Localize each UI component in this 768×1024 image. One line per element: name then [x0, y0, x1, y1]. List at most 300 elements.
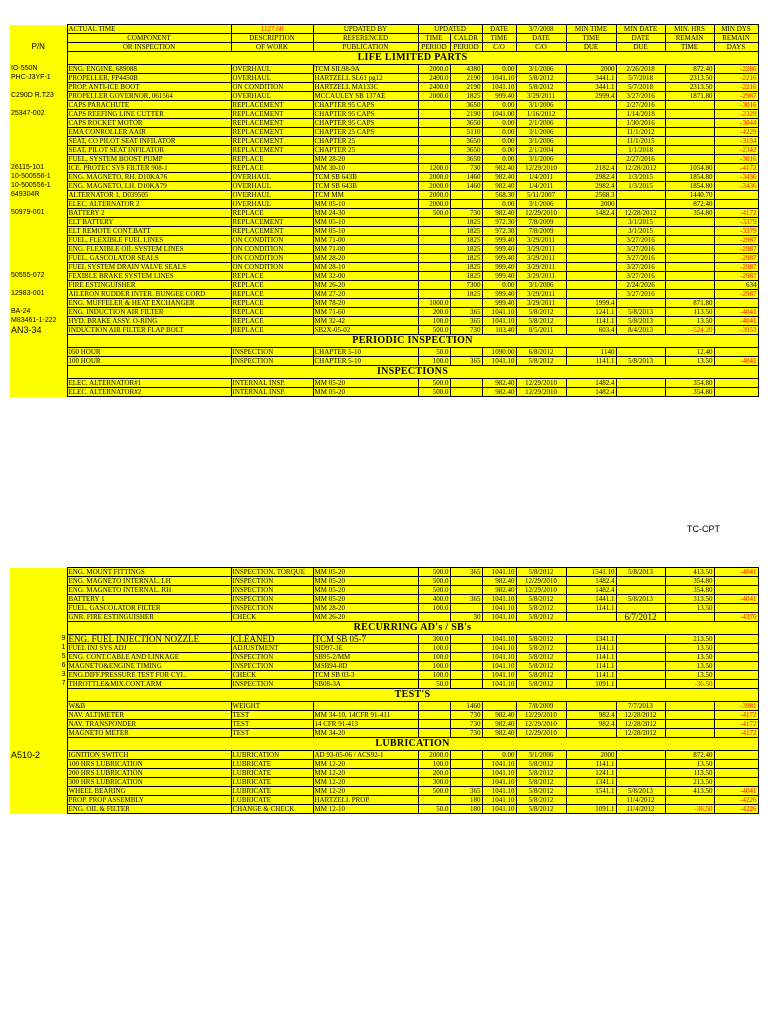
time-period-cell: [418, 227, 450, 236]
date-due-cell: 11/4/2012: [616, 805, 665, 814]
table-row: [10, 653, 758, 662]
remain-days-cell: -2987: [714, 92, 758, 101]
table-row: [10, 290, 758, 299]
min-time-label: MIN TIME: [566, 25, 616, 34]
remain-days-cell: [714, 586, 758, 595]
publication-cell: MM 34-10, 14CFR 91-411: [313, 711, 418, 720]
date-due-cell: 3/27/2016: [616, 272, 665, 281]
date-due-cell: 1/1/2018: [616, 146, 665, 155]
caldr-period-cell: 365: [450, 317, 482, 326]
caldr-period-cell: [450, 635, 482, 644]
publication-cell: CHAPTER 25: [313, 146, 418, 155]
remain-days-cell: -4172: [714, 164, 758, 173]
tests-section: [10, 689, 758, 738]
date-co-cell: 5/8/2012: [516, 787, 566, 796]
part-number-cell: [10, 245, 67, 254]
days-header: DAYS: [714, 43, 758, 52]
date-due-cell: 3/27/2016: [616, 236, 665, 245]
time-co-cell: 982.40: [482, 173, 516, 182]
date-co-cell: 7/8/2009: [516, 218, 566, 227]
remain-time-cell: [665, 254, 714, 263]
time-co-cell: 1041.10: [482, 604, 516, 613]
part-number-cell: [10, 711, 67, 720]
table-row: [10, 173, 758, 182]
publication-cell: MM 34-20: [313, 729, 418, 738]
caldr-period-cell: [450, 604, 482, 613]
table-row: [10, 702, 758, 711]
date-due-cell: 3/27/2016: [616, 92, 665, 101]
date-due-cell: 3/1/2015: [616, 218, 665, 227]
date-co-cell: 5/8/2012: [516, 83, 566, 92]
remain-days-cell: -2987: [714, 263, 758, 272]
component-cell: ENG.DIFF.PRESSURE TEST FOR CYL.: [67, 671, 231, 680]
part-number-cell: 9: [10, 635, 67, 644]
time-co-cell: 1041.10: [482, 317, 516, 326]
time-period-cell: [418, 702, 450, 711]
pn-cell: [10, 738, 67, 751]
component-cell: ENG. MUFFELER & HEAT EXCHANGER: [67, 299, 231, 308]
caldr-period-cell: 5110: [450, 128, 482, 137]
time-due-cell: 1482.4: [566, 388, 616, 397]
caldr-period-cell: 3650: [450, 119, 482, 128]
time-co-cell: 1041.10: [482, 568, 516, 577]
remain-days-cell: [714, 299, 758, 308]
date-co-cell: 5/8/2012: [516, 653, 566, 662]
time-due-cell: [566, 119, 616, 128]
description-cell: REPLACEMENT: [231, 218, 313, 227]
time-period-cell: 100.0: [418, 662, 450, 671]
caldr-period-header: CALDR: [450, 34, 482, 43]
time-period-cell: [418, 245, 450, 254]
time-period-cell: [418, 290, 450, 299]
remain-days-cell: -4229: [714, 128, 758, 137]
component-cell: ENG. OIL & FILTER: [67, 805, 231, 814]
time-co-cell: 1041.10: [482, 308, 516, 317]
time-period-cell: 50.0: [418, 805, 450, 814]
remain-days-cell: -2342: [714, 146, 758, 155]
remain-days-cell: -4041: [714, 357, 758, 366]
time-co-cell: 0.00: [482, 119, 516, 128]
time-period-cell: [418, 720, 450, 729]
date-due-cell: [616, 604, 665, 613]
co-header: C/O: [516, 43, 566, 52]
date-due-header: DATE: [616, 34, 665, 43]
time-co-header: TIME: [482, 34, 516, 43]
caldr-period-cell: 2190: [450, 83, 482, 92]
caldr-period-cell: 1825: [450, 92, 482, 101]
remain-days-cell: -4041: [714, 317, 758, 326]
remain-time-cell: 12.40: [665, 348, 714, 357]
remain-days-cell: -2987: [714, 254, 758, 263]
time-co-cell: 0.00: [482, 200, 516, 209]
actual-time-value: 1127.60: [231, 25, 313, 34]
component-cell: ENG. ENGINE, 689088: [67, 65, 231, 74]
table-row: [10, 568, 758, 577]
time-co-cell: 982.40: [482, 379, 516, 388]
description-cell: CHANGE & CHECK: [231, 805, 313, 814]
component-cell: 200 HRS LUBRICATION: [67, 769, 231, 778]
table-row: [10, 263, 758, 272]
part-number-cell: AN3-34: [10, 326, 67, 335]
caldr-period-cell: [450, 760, 482, 769]
time-period-header: TIME: [418, 34, 450, 43]
time-co-cell: 0.00: [482, 155, 516, 164]
remain-time-cell: [665, 245, 714, 254]
time-co-cell: 1041.10: [482, 83, 516, 92]
date-due-cell: [616, 671, 665, 680]
part-number-cell: 10-500556-1: [10, 173, 67, 182]
description-cell: REPLACE: [231, 281, 313, 290]
date-co-cell: 5/8/2012: [516, 595, 566, 604]
remain-time-cell: 354.80: [665, 379, 714, 388]
time-period-cell: 50.0: [418, 680, 450, 689]
time-due-cell: 2000: [566, 751, 616, 760]
part-number-cell: [10, 787, 67, 796]
remain-days-cell: -2216: [714, 74, 758, 83]
part-number-cell: [10, 796, 67, 805]
date-co-cell: 5/8/2012: [516, 778, 566, 787]
description-cell: ON CONDITION: [231, 83, 313, 92]
date-co-cell: 5/8/2012: [516, 568, 566, 577]
description-cell: TEST: [231, 720, 313, 729]
part-number-cell: [10, 227, 67, 236]
publication-cell: MM 12-10: [313, 805, 418, 814]
time-period-cell: 2400.0: [418, 74, 450, 83]
section-title: LUBRICATION: [67, 738, 758, 751]
date-due-cell: [616, 644, 665, 653]
min-hrs-label: MIN. HRS: [665, 25, 714, 34]
time-period-cell: 100.0: [418, 671, 450, 680]
table-row: [10, 83, 758, 92]
remain-days-cell: [714, 644, 758, 653]
publication-cell: TCM SB 643B: [313, 182, 418, 191]
table-row: [10, 671, 758, 680]
part-number-cell: [10, 577, 67, 586]
date-co-cell: 1/4/2011: [516, 173, 566, 182]
remain-days-cell: -3016: [714, 101, 758, 110]
time-due-cell: 1141.1: [566, 604, 616, 613]
remain-days-cell: -4041: [714, 787, 758, 796]
time-period-cell: 100.0: [418, 317, 450, 326]
time-co-cell: 999.40: [482, 92, 516, 101]
time-due-cell: 982.4: [566, 720, 616, 729]
time-period-cell: [418, 711, 450, 720]
publication-cell: MM 05-20: [313, 586, 418, 595]
time-co-cell: 0.00: [482, 281, 516, 290]
table-row: [10, 299, 758, 308]
time-co-cell: 1041.10: [482, 671, 516, 680]
description-cell: REPLACEMENT: [231, 137, 313, 146]
description-cell: REPLACE: [231, 209, 313, 218]
publication-cell: AD 93-05-06 / ACS92-1: [313, 751, 418, 760]
remain-time-cell: 13.50: [665, 653, 714, 662]
component-cell: ICE. PROTEC SYS FILTER 908-1: [67, 164, 231, 173]
description-cell: INSPECTION: [231, 586, 313, 595]
time-due-cell: 1141.1: [566, 671, 616, 680]
header-row-2: [10, 34, 758, 43]
description-cell: REPLACE: [231, 308, 313, 317]
section-heading-row: [10, 52, 758, 65]
date-due-cell: 5/8/2013: [616, 357, 665, 366]
component-cell: ENG. MAGNETO, RH. D10KA76: [67, 173, 231, 182]
publication-cell: MM 26-20: [313, 613, 418, 622]
remain-time-cell: -524.20: [665, 326, 714, 335]
date-due-cell: [616, 680, 665, 689]
table-row: [10, 227, 758, 236]
time-period-cell: 300.0: [418, 778, 450, 787]
remain-days-cell: -2216: [714, 83, 758, 92]
part-number-cell: [10, 729, 67, 738]
time-co-cell: 1041.10: [482, 74, 516, 83]
component-cell: SEAT, PILOT SEAT INFILATOR: [67, 146, 231, 155]
date-due-cell: [616, 769, 665, 778]
remain-days-cell: -3436: [714, 173, 758, 182]
date-due-cell: [616, 662, 665, 671]
description-cell: OVERHAUL: [231, 74, 313, 83]
time-period-cell: [418, 137, 450, 146]
remain-time-cell: [665, 720, 714, 729]
table-row: [10, 110, 758, 119]
date-due-cell: [616, 751, 665, 760]
description-cell: LUBRICATE: [231, 796, 313, 805]
date-co-cell: 5/8/2012: [516, 671, 566, 680]
remain-time-cell: 354.80: [665, 577, 714, 586]
page2-inspection-section: [10, 568, 758, 622]
time-co-cell: 982.40: [482, 586, 516, 595]
remain-days-cell: -3981: [714, 702, 758, 711]
time-period-cell: 2000.0: [418, 191, 450, 200]
publication-cell: MM 27-20: [313, 290, 418, 299]
time-co-cell: 982.40: [482, 209, 516, 218]
caldr-period-cell: 2190: [450, 74, 482, 83]
time-due-cell: [566, 729, 616, 738]
component-cell: CAPS REEFING LINE CUTTER: [67, 110, 231, 119]
caldr-period-cell: 7300: [450, 281, 482, 290]
component-cell: IGNITION SWITCH: [67, 751, 231, 760]
part-number-cell: [10, 613, 67, 622]
date-co-cell: 7/8/2009: [516, 702, 566, 711]
pn-header-blank: [10, 34, 67, 43]
time-co-cell: 0.00: [482, 146, 516, 155]
caldr-period-cell: [450, 379, 482, 388]
time-due-cell: 1241.1: [566, 769, 616, 778]
component-cell: NAV. TRANSPONDER: [67, 720, 231, 729]
caldr-period-cell: 1825: [450, 263, 482, 272]
caldr-period-cell: [450, 653, 482, 662]
publication-cell: TCM SB 03-3: [313, 671, 418, 680]
publication-cell: HARTZELL SL61 pg12: [313, 74, 418, 83]
date-co-cell: 12/29/2010: [516, 164, 566, 173]
remain-days-header: REMAIN: [714, 34, 758, 43]
date-due-cell: 2/27/2016: [616, 155, 665, 164]
time-due-cell: 1482.4: [566, 379, 616, 388]
date-due-cell: 12/28/2012: [616, 164, 665, 173]
time-due-cell: 1141.1: [566, 653, 616, 662]
publication-cell: MM 30-10: [313, 164, 418, 173]
date-due-cell: 5/8/2013: [616, 317, 665, 326]
date-co-cell: 12/29/2010: [516, 379, 566, 388]
date-co-cell: 5/8/2012: [516, 308, 566, 317]
table-row: [10, 760, 758, 769]
caldr-period-cell: 1825: [450, 254, 482, 263]
time-due-cell: [566, 245, 616, 254]
time-co-cell: 568.30: [482, 191, 516, 200]
time-due-cell: 1541.10: [566, 568, 616, 577]
table-row: [10, 613, 758, 622]
publication-cell: MM 05-10: [313, 200, 418, 209]
publication-cell: MM 12-20: [313, 769, 418, 778]
remain-days-cell: -4041: [714, 308, 758, 317]
date-due-cell: [616, 586, 665, 595]
remain-days-cell: -3134: [714, 137, 758, 146]
component-cell: 050 HOUR: [67, 348, 231, 357]
component-cell: HYD. BRAKE ASSY. O-RING: [67, 317, 231, 326]
remain-days-cell: [714, 348, 758, 357]
component-cell: FEXIBLE BRAKE SYSTEM LINES: [67, 272, 231, 281]
time-due-cell: [566, 128, 616, 137]
table-row: [10, 164, 758, 173]
publication-cell: MM 05-20: [313, 568, 418, 577]
time-co-cell: 1041.10: [482, 805, 516, 814]
time-due-cell: [566, 227, 616, 236]
description-cell: REPLACE: [231, 155, 313, 164]
remain-days-cell: -2987: [714, 290, 758, 299]
date-co-header: DATE: [516, 34, 566, 43]
remain-time-cell: 1854.80: [665, 182, 714, 191]
time-co-cell: 1041.10: [482, 787, 516, 796]
part-number-cell: [10, 769, 67, 778]
description-cell: INSPECTION: [231, 357, 313, 366]
of-work-header: OF WORK: [231, 43, 313, 52]
remain-days-cell: [714, 778, 758, 787]
remain-days-cell: 634: [714, 281, 758, 290]
time-period-cell: 1200.0: [418, 164, 450, 173]
time-due-cell: 2999.4: [566, 92, 616, 101]
time-period-cell: 50.0: [418, 348, 450, 357]
remain-time-cell: 871.80: [665, 299, 714, 308]
date-due-cell: 3/1/2015: [616, 227, 665, 236]
table-row: [10, 357, 758, 366]
time-period-cell: [418, 155, 450, 164]
time-co-cell: 0.00: [482, 751, 516, 760]
remain-time-cell: 1871.80: [665, 92, 714, 101]
remain-days-cell: -3016: [714, 155, 758, 164]
due-header: DUE: [616, 43, 665, 52]
date-co-cell: 5/8/2012: [516, 805, 566, 814]
time-due-cell: 1091.1: [566, 680, 616, 689]
time-co-cell: 1041.10: [482, 680, 516, 689]
description-cell: REPLACE: [231, 299, 313, 308]
table-row: [10, 729, 758, 738]
time-due-cell: 3441.1: [566, 83, 616, 92]
time-co-cell: 1041.10: [482, 653, 516, 662]
description-cell: LUBRICATE: [231, 778, 313, 787]
remain-days-cell: -3436: [714, 182, 758, 191]
time-period-cell: 2400.0: [418, 83, 450, 92]
time-co-cell: 1041.10: [482, 760, 516, 769]
time-co-cell: 972.30: [482, 227, 516, 236]
component-cell: ENG. INDUCTION AIR FILTER: [67, 308, 231, 317]
component-header: COMPONENT: [67, 34, 231, 43]
time-period-cell: 2000.0: [418, 182, 450, 191]
time-co-cell: [482, 702, 516, 711]
description-cell: ON CONDITION: [231, 236, 313, 245]
component-cell: ENG. MAGNETO, LH. D10KA79: [67, 182, 231, 191]
remain-time-cell: [665, 101, 714, 110]
component-cell: ENG. FUEL INJECTION NOZZLE: [67, 635, 231, 644]
remain-time-cell: [665, 613, 714, 622]
remain-days-cell: [714, 760, 758, 769]
section-heading-row: [10, 335, 758, 348]
component-cell: ELT REMOTE CONT.BATT: [67, 227, 231, 236]
caldr-period-cell: 3650: [450, 137, 482, 146]
remain-time-cell: [665, 146, 714, 155]
part-number-cell: [10, 388, 67, 397]
caldr-period-cell: 730: [450, 209, 482, 218]
caldr-period-cell: [450, 299, 482, 308]
date-due-cell: 5/8/2013: [616, 568, 665, 577]
remain-days-cell: [714, 680, 758, 689]
date-label: DATE: [482, 25, 516, 34]
co-header: C/O: [482, 43, 516, 52]
component-cell: THROTTLE&MIX.CONT.ARM: [67, 680, 231, 689]
part-number-cell: [10, 604, 67, 613]
date-co-cell: 5/8/2012: [516, 644, 566, 653]
time-co-cell: 1041.10: [482, 778, 516, 787]
description-cell: OVERHAUL: [231, 182, 313, 191]
table-row: [10, 680, 758, 689]
time-co-cell: 0.00: [482, 128, 516, 137]
caldr-period-cell: 730: [450, 164, 482, 173]
time-co-cell: 0.00: [482, 101, 516, 110]
header-row-3: [10, 43, 758, 52]
publication-cell: MM 71-00: [313, 245, 418, 254]
time-period-cell: 2000.0: [418, 65, 450, 74]
part-number-cell: [10, 281, 67, 290]
publication-cell: MM 05-20: [313, 388, 418, 397]
remain-time-cell: 1854.80: [665, 173, 714, 182]
remain-time-cell: [665, 119, 714, 128]
table-row: [10, 805, 758, 814]
part-number-cell: 25347-002: [10, 110, 67, 119]
section-title: LIFE LIMITED PARTS: [67, 52, 758, 65]
remain-time-cell: [665, 263, 714, 272]
description-cell: ON CONDITION: [231, 263, 313, 272]
date-co-cell: 12/29/2010: [516, 729, 566, 738]
date-due-cell: 1/14/2018: [616, 110, 665, 119]
min-date-label: MIN DATE: [616, 25, 665, 34]
remain-time-cell: 13.50: [665, 662, 714, 671]
table-row: [10, 137, 758, 146]
date-due-cell: [616, 577, 665, 586]
publication-cell: SB08-3A: [313, 680, 418, 689]
remain-days-cell: [714, 769, 758, 778]
part-number-cell: [10, 263, 67, 272]
time-due-cell: 1341.1: [566, 635, 616, 644]
part-number-cell: C290D R.T23: [10, 92, 67, 101]
part-number-cell: A510-2: [10, 751, 67, 760]
date-due-cell: 12/28/2012: [616, 209, 665, 218]
publication-cell: HARTZELL MA133C: [313, 83, 418, 92]
remain-days-cell: -4376: [714, 613, 758, 622]
component-cell: ELEC. ALTERNATOR#1: [67, 379, 231, 388]
description-cell: INTERNAL INSP.: [231, 379, 313, 388]
lubrication-section: [10, 738, 758, 814]
caldr-period-cell: 730: [450, 711, 482, 720]
publication-cell: MM 12-20: [313, 787, 418, 796]
description-cell: INSPECTION: [231, 604, 313, 613]
description-cell: REPLACE: [231, 164, 313, 173]
